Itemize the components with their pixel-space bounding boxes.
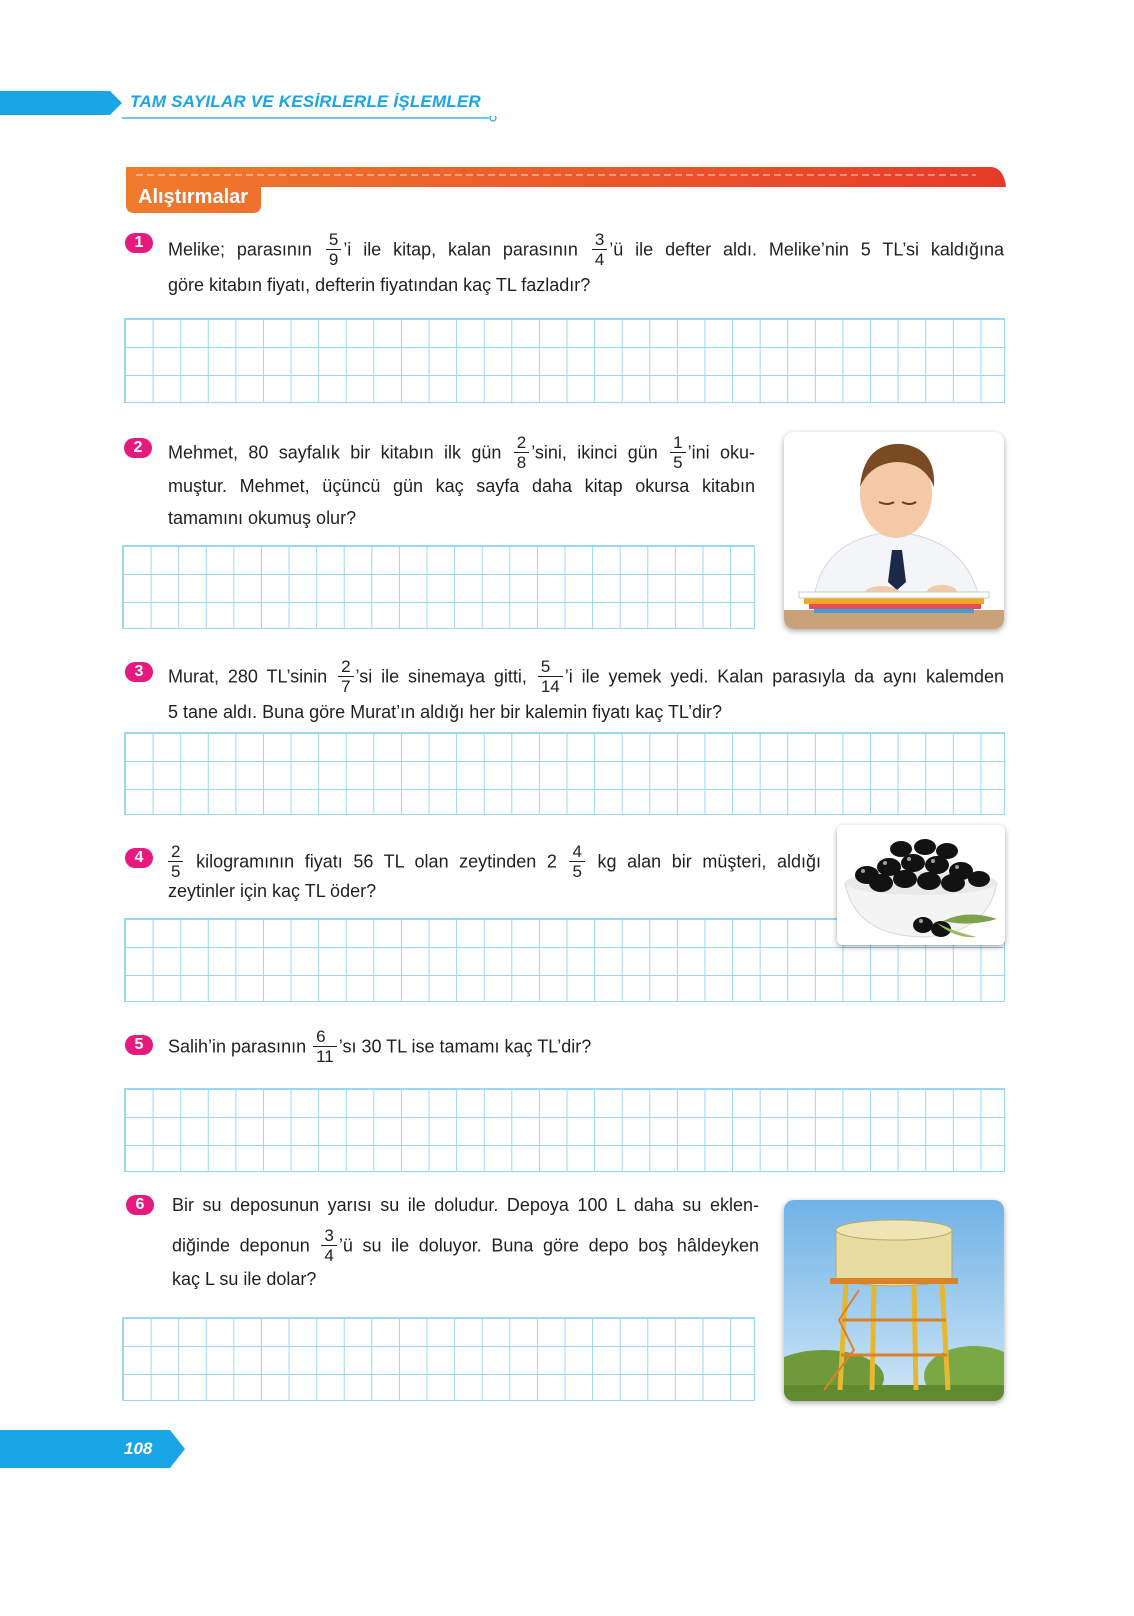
question-4-text: $\frac{2}{5}$ kilogramının fiyatı 56 TL olan zeytinden 2 $\frac{4}{5}$ kg alan bir müşteri, aldığı zeytinler için kaç TL öder? xyxy=(168,842,821,901)
boy-reading-illustration xyxy=(784,432,1004,629)
olives-bowl-photo xyxy=(837,825,1005,945)
question-number-badge: 4 xyxy=(125,848,153,868)
boy-reading-photo xyxy=(784,432,1004,629)
answer-grid-6[interactable] xyxy=(122,1317,755,1401)
question-number-badge: 5 xyxy=(125,1035,153,1055)
footer-page-tab xyxy=(0,1430,185,1468)
answer-grid-1[interactable] xyxy=(124,318,1005,403)
question-5-text: Salih’in parasının $\frac{6}{11}$ ’sı 30 TL ise tamamı kaç TL’dir? xyxy=(168,1027,592,1066)
question-2-text: Mehmet, 80 sayfalık bir kitabın ilk gün $\frac{2}{8}$ ’sini, ikinci gün $\frac{1}{5}$ ’ini oku- muştur. Mehmet, üçüncü gün kaç sayfa daha kitap okursa kitabın tamamını okumuş olur? xyxy=(168,433,755,528)
page-number: 108 xyxy=(124,1439,153,1458)
chapter-title: TAM SAYILAR VE KESİRLERLE İŞLEMLER xyxy=(130,92,481,111)
water-tower-photo xyxy=(784,1200,1004,1401)
section-title: Alıştırmalar xyxy=(138,186,249,208)
header-underline xyxy=(122,116,502,124)
header-arrow-band xyxy=(0,91,122,115)
olives-bowl-illustration xyxy=(837,825,1005,945)
answer-grid-5[interactable] xyxy=(124,1088,1005,1172)
question-3-text: Murat, 280 TL’sinin $\frac{2}{7}$ ’si ile sinemaya gitti, $\frac{5}{14}$ ’i ile yemek yedi. Kalan parasıyla da aynı kalemden 5 tane aldı. Buna göre Murat’ın aldığı her bir kalemin fiyatı kaç TL’dir? xyxy=(168,657,1004,722)
question-number-badge: 6 xyxy=(126,1195,154,1215)
section-banner xyxy=(126,167,1030,217)
question-1-text: Melike; parasının $\frac{5}{9}$ ’i ile kitap, kalan parasının $\frac{3}{4}$ ’ü ile defter aldı. Melike’nin 5 TL’si kaldığına göre kitabın fiyatı, defterin fiyatından kaç TL fazladır? xyxy=(168,230,1004,295)
answer-grid-3[interactable] xyxy=(124,732,1005,815)
answer-grid-2[interactable] xyxy=(122,545,755,629)
question-number-badge: 1 xyxy=(125,233,153,253)
question-number-badge: 2 xyxy=(124,438,152,458)
question-6-text: Bir su deposunun yarısı su ile doludur. Depoya 100 L daha su eklen- diğinde deponun $\frac{3}{4}$ ’ü su ile doluyor. Buna göre depo boş hâldeyken kaç L su ile dolar? xyxy=(172,1195,759,1289)
question-number-badge: 3 xyxy=(125,662,153,682)
water-tower-illustration xyxy=(784,1200,1004,1401)
